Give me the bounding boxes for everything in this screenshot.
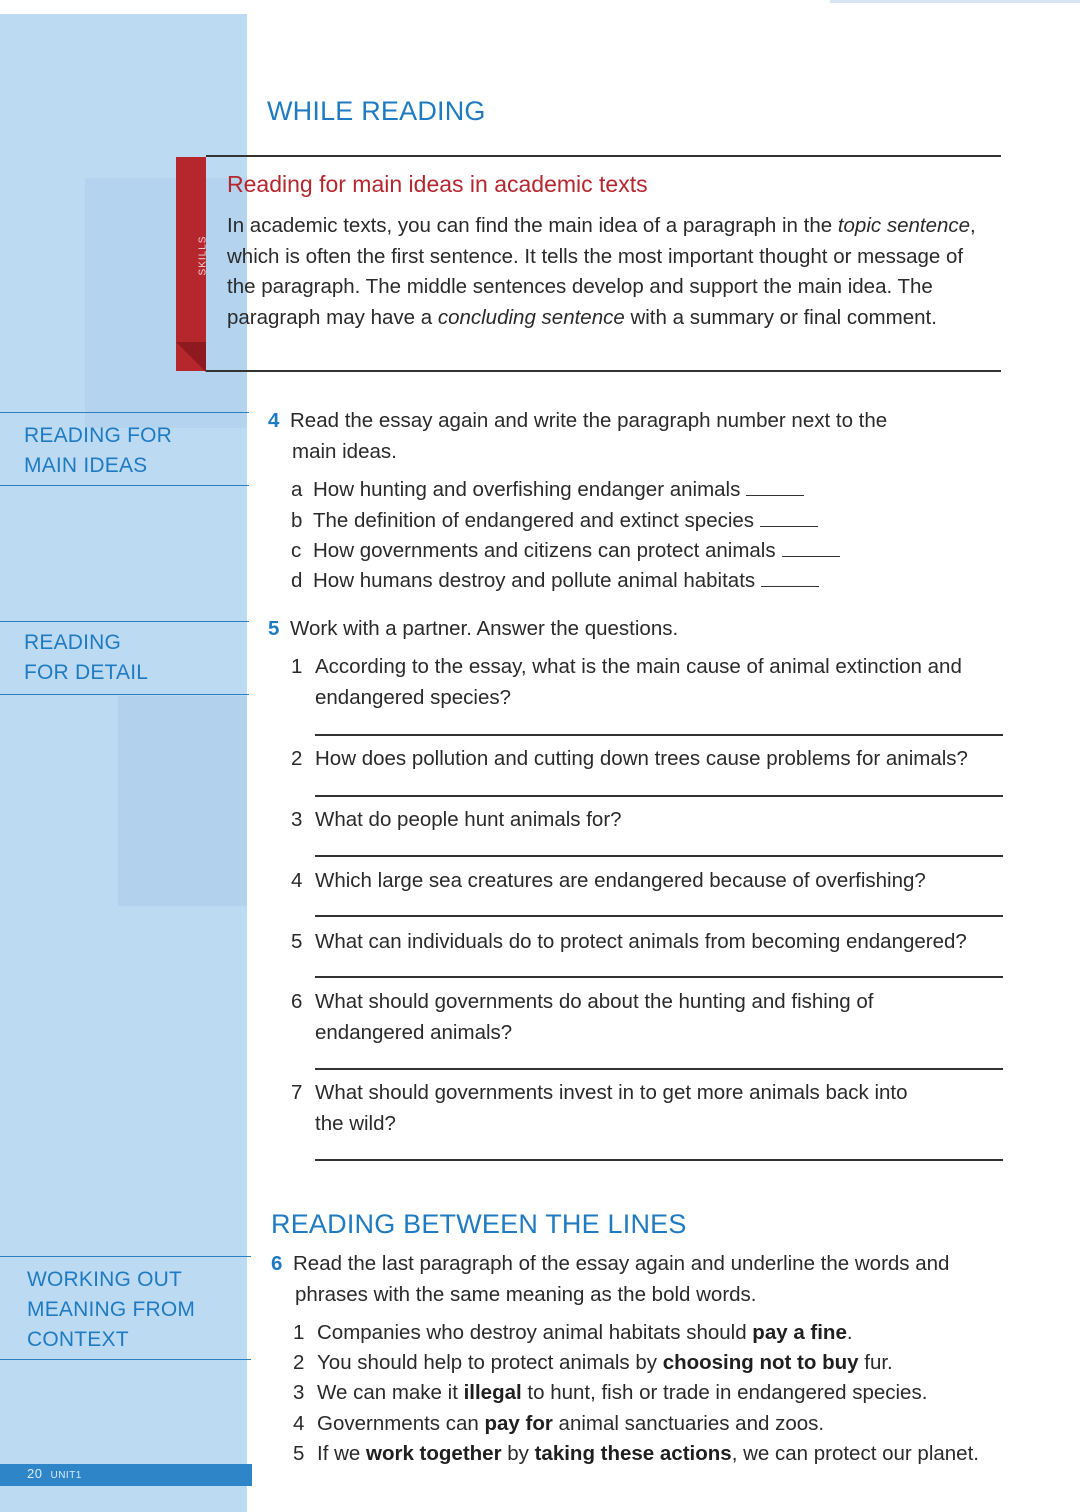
question-number: 4 bbox=[291, 869, 303, 892]
question-text: What should governments do about the hunting and fishing of bbox=[315, 990, 874, 1013]
question-number: 5 bbox=[291, 930, 303, 953]
question-number: 2 bbox=[291, 747, 303, 770]
bold-phrase: pay for bbox=[484, 1412, 553, 1435]
answer-blank[interactable] bbox=[782, 555, 840, 557]
sentence-item bbox=[293, 1317, 853, 1348]
instruction-text: Read the essay again and write the paragraph number next to the bbox=[290, 409, 888, 432]
item-text: How hunting and overfishing endanger animals bbox=[313, 478, 741, 501]
sentence-text: animal sanctuaries and zoos. bbox=[552, 1412, 825, 1435]
exercise-4-instruction bbox=[268, 405, 968, 467]
list-item bbox=[291, 474, 804, 505]
sentence-text: fur. bbox=[858, 1351, 893, 1374]
item-letter: a bbox=[291, 478, 303, 501]
sidebar-shade bbox=[118, 696, 247, 906]
answer-line[interactable] bbox=[315, 976, 1003, 978]
sentence-text: by bbox=[501, 1442, 535, 1465]
question-text: Which large sea creatures are endangered because of overfishing? bbox=[315, 869, 926, 892]
sidebar-label-line: WORKING OUT bbox=[27, 1268, 183, 1291]
question-text: What should governments invest in to get more animals back into bbox=[315, 1081, 908, 1104]
question-item bbox=[291, 1077, 1011, 1139]
sentence-text: to hunt, fish or trade in endangered species. bbox=[521, 1381, 928, 1404]
question-number: 6 bbox=[291, 990, 303, 1013]
question-item bbox=[291, 743, 1011, 774]
question-text: What can individuals do to protect animals from becoming endangered? bbox=[315, 930, 967, 953]
exercise-6-instruction bbox=[271, 1248, 991, 1310]
exercise-number: 5 bbox=[268, 617, 280, 640]
exercise-5-instruction bbox=[268, 613, 678, 644]
sentence-number: 5 bbox=[293, 1442, 305, 1465]
sentence-number: 4 bbox=[293, 1412, 305, 1435]
sentence-item bbox=[293, 1377, 927, 1408]
skills-tab-fold bbox=[176, 342, 206, 372]
sentence-text: You should help to protect animals by bbox=[317, 1351, 663, 1374]
question-text: What do people hunt animals for? bbox=[315, 808, 622, 831]
question-text: the wild? bbox=[315, 1112, 396, 1135]
answer-line[interactable] bbox=[315, 915, 1003, 917]
skills-body bbox=[227, 211, 997, 333]
exercise-number: 4 bbox=[268, 409, 280, 432]
question-text: How does pollution and cutting down trees cause problems for animals? bbox=[315, 747, 968, 770]
skills-tab-label: SKILLS bbox=[197, 235, 209, 276]
question-text: According to the essay, what is the main cause of animal extinction and bbox=[315, 655, 962, 678]
skills-title: Reading for main ideas in academic texts bbox=[227, 171, 648, 197]
question-number: 3 bbox=[291, 808, 303, 831]
sentence-text: Governments can bbox=[317, 1412, 485, 1435]
skills-text: , which is often the first sentence. It tells the most important thought or message of the paragraph. The middle sentences develop and support the main idea. The paragraph may have a bbox=[227, 214, 976, 329]
item-letter: d bbox=[291, 569, 303, 592]
skills-term: topic sentence bbox=[837, 214, 971, 237]
item-text: How governments and citizens can protect animals bbox=[313, 539, 776, 562]
page-footer bbox=[27, 1466, 82, 1481]
sidebar-label-line: MAIN IDEAS bbox=[24, 454, 148, 477]
sentence-number: 2 bbox=[293, 1351, 305, 1374]
skills-text: with a summary or final comment. bbox=[624, 305, 937, 329]
sentence-number: 3 bbox=[293, 1381, 305, 1404]
divider bbox=[206, 370, 1001, 372]
item-letter: b bbox=[291, 509, 303, 532]
skills-text: In academic texts, you can find the main idea of a paragraph in the bbox=[227, 214, 838, 237]
list-item bbox=[291, 535, 840, 566]
list-item bbox=[291, 565, 819, 596]
answer-line[interactable] bbox=[315, 1068, 1003, 1070]
question-number: 7 bbox=[291, 1081, 303, 1104]
sidebar-label bbox=[0, 1257, 251, 1355]
sidebar-label bbox=[0, 622, 249, 688]
answer-line[interactable] bbox=[315, 1159, 1003, 1161]
sentence-text: . bbox=[846, 1321, 853, 1344]
answer-blank[interactable] bbox=[761, 585, 819, 587]
answer-blank[interactable] bbox=[760, 525, 818, 527]
sidebar-label-line: MEANING FROM bbox=[27, 1298, 196, 1321]
sidebar-section-main-ideas bbox=[0, 412, 249, 486]
skills-term: concluding sentence bbox=[437, 305, 625, 329]
unit-label: UNIT1 bbox=[50, 1470, 82, 1481]
bold-phrase: taking these actions bbox=[534, 1442, 732, 1465]
sentence-item bbox=[293, 1347, 893, 1378]
question-text: endangered species? bbox=[315, 686, 512, 709]
sentence-number: 1 bbox=[293, 1321, 305, 1344]
bold-phrase: pay a fine bbox=[752, 1321, 847, 1344]
sidebar-section-context bbox=[0, 1256, 251, 1360]
sentence-item bbox=[293, 1438, 979, 1469]
sidebar-label-line: FOR DETAIL bbox=[24, 661, 149, 684]
question-item bbox=[291, 926, 1021, 957]
instruction-text: main ideas. bbox=[292, 440, 397, 463]
question-text: endangered animals? bbox=[315, 1021, 513, 1044]
question-item bbox=[291, 651, 1011, 713]
bold-phrase: choosing not to buy bbox=[662, 1351, 859, 1374]
question-item bbox=[291, 804, 1011, 835]
instruction-text: Read the last paragraph of the essay again and underline the words and bbox=[293, 1252, 950, 1275]
bold-phrase: work together bbox=[366, 1442, 502, 1465]
bold-phrase: illegal bbox=[463, 1381, 522, 1404]
sidebar-label-line: CONTEXT bbox=[27, 1328, 129, 1351]
sentence-text: We can make it bbox=[317, 1381, 464, 1404]
instruction-text: phrases with the same meaning as the bold words. bbox=[295, 1283, 757, 1306]
answer-line[interactable] bbox=[315, 734, 1003, 736]
sentence-text: Companies who destroy animal habitats should bbox=[317, 1321, 753, 1344]
item-text: The definition of endangered and extinct species bbox=[313, 509, 755, 532]
skills-box bbox=[176, 155, 1001, 373]
answer-line[interactable] bbox=[315, 795, 1003, 797]
sidebar-label-line: READING FOR bbox=[24, 424, 173, 447]
section-heading-between-lines: READING BETWEEN THE LINES bbox=[271, 1209, 687, 1239]
sentence-text: If we bbox=[317, 1442, 366, 1465]
page-number: 20 bbox=[27, 1466, 43, 1481]
answer-line[interactable] bbox=[315, 855, 1003, 857]
question-item bbox=[291, 986, 1011, 1048]
sidebar-section-detail bbox=[0, 621, 249, 695]
sentence-item bbox=[293, 1408, 824, 1439]
list-item bbox=[291, 505, 818, 536]
sentence-text: , we can protect our planet. bbox=[731, 1442, 979, 1465]
sidebar-label-line: READING bbox=[24, 631, 122, 654]
section-heading-while-reading: WHILE READING bbox=[267, 96, 486, 126]
divider bbox=[206, 155, 1001, 157]
question-number: 1 bbox=[291, 655, 303, 678]
instruction-text: Work with a partner. Answer the questions. bbox=[290, 617, 679, 640]
exercise-number: 6 bbox=[271, 1252, 283, 1275]
question-item bbox=[291, 865, 1011, 896]
sidebar-label bbox=[0, 413, 249, 481]
item-text: How humans destroy and pollute animal habitats bbox=[313, 569, 756, 592]
top-accent-line bbox=[830, 0, 1080, 3]
answer-blank[interactable] bbox=[746, 494, 804, 496]
item-letter: c bbox=[291, 539, 302, 562]
